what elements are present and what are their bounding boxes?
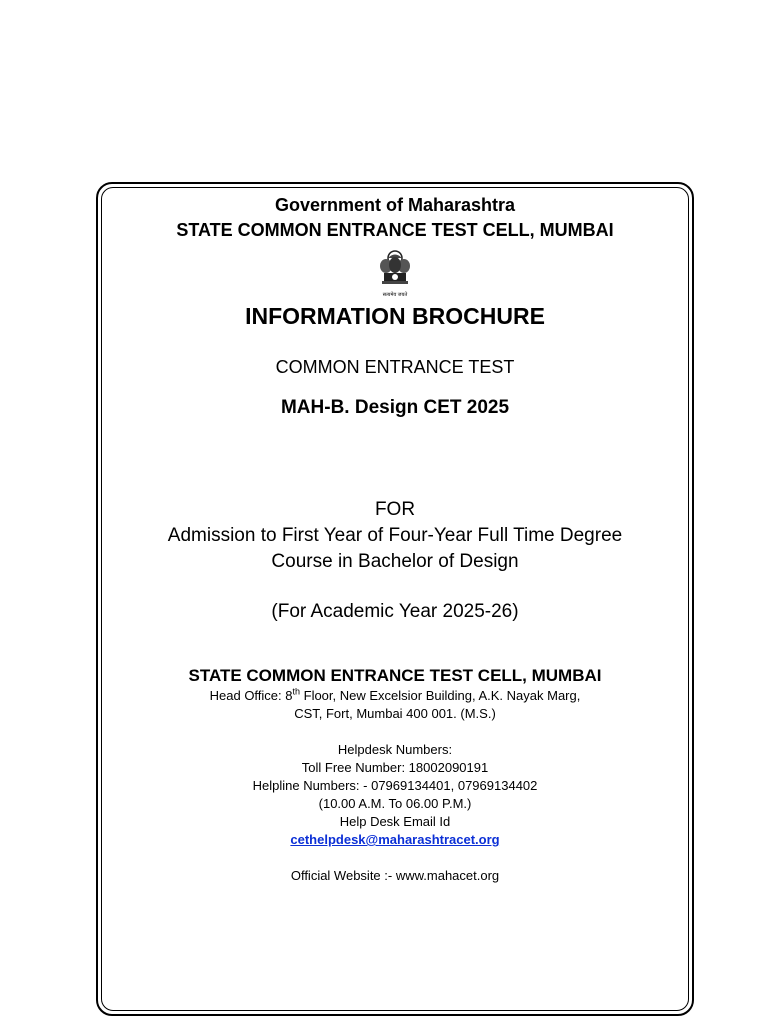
helpline-numbers: Helpline Numbers: - 07969134401, 07969134402 [252,778,538,793]
admission-line-2: Course in Bachelor of Design [271,551,519,572]
address-line-1 [104,687,686,705]
official-website: Official Website :- www.mahacet.org [290,868,500,883]
address-line-2: CST, Fort, Mumbai 400 001. (M.S.) [294,706,496,721]
helpdesk-hours: (10.00 A.M. To 06.00 P.M.) [318,796,472,811]
brochure-cover [104,190,686,885]
government-heading: Government of Maharashtra [274,195,516,215]
helpdesk-email-link[interactable]: cethelpdesk@maharashtracet.org [290,832,500,847]
email-label: Help Desk Email Id [339,814,451,829]
toll-free-number: Toll Free Number: 18002090191 [301,760,489,775]
admission-line-1: Admission to First Year of Four-Year Full Time Degree [167,525,623,546]
helpdesk-heading: Helpdesk Numbers: [337,742,453,757]
document-title: INFORMATION BROCHURE [245,303,545,329]
address-sup: th [292,686,301,697]
exam-name: MAH-B. Design CET 2025 [280,397,510,418]
academic-year: (For Academic Year 2025-26) [271,601,519,622]
address-prefix: Head Office: 8 [209,688,293,703]
for-label: FOR [374,499,416,520]
emblem-motto: सत्यमेव जयते [382,292,408,298]
exam-label: COMMON ENTRANCE TEST [275,357,515,377]
cell-heading: STATE COMMON ENTRANCE TEST CELL, MUMBAI [176,220,614,240]
state-emblem-icon [375,249,415,297]
contact-cell-heading: STATE COMMON ENTRANCE TEST CELL, MUMBAI [188,666,602,685]
address-suffix: Floor, New Excelsior Building, A.K. Nayak Marg, [300,688,581,703]
